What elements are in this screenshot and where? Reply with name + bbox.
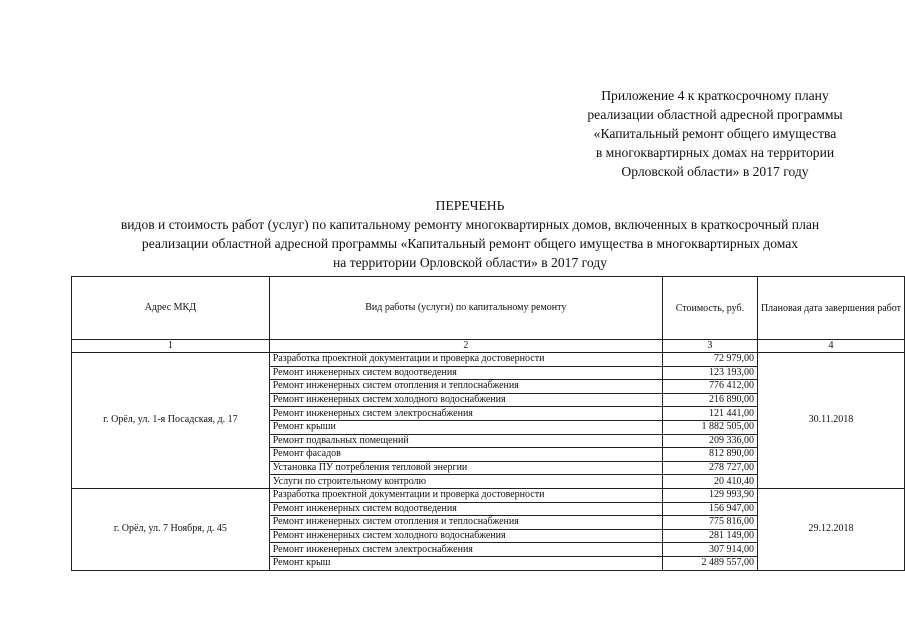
work-cell: Услуги по строительному контролю <box>269 475 662 489</box>
cost-cell: 156 947,00 <box>662 502 757 516</box>
header-date: Плановая дата завершения работ <box>757 277 904 340</box>
appendix-line: «Капитальный ремонт общего имущества <box>593 126 837 141</box>
work-cell: Ремонт фасадов <box>269 448 662 462</box>
work-cell: Ремонт инженерных систем водоотведения <box>269 366 662 380</box>
header-work: Вид работы (услуги) по капитальному ремонту <box>269 277 662 340</box>
heading-line: реализации областной адресной программы «Капитальный ремонт общего имущества в многоквартирных домах <box>141 236 799 251</box>
cost-cell: 1 882 505,00 <box>662 420 757 434</box>
table-header-row <box>72 277 905 340</box>
table-row <box>72 353 905 367</box>
column-number: 2 <box>269 340 662 353</box>
appendix-line: Приложение 4 к краткосрочному плану <box>601 88 829 103</box>
cost-cell: 209 336,00 <box>662 434 757 448</box>
cost-cell: 775 816,00 <box>662 516 757 530</box>
work-cell: Ремонт инженерных систем электроснабжения <box>269 543 662 557</box>
cost-cell: 776 412,00 <box>662 380 757 394</box>
column-number: 4 <box>757 340 904 353</box>
cost-cell: 2 489 557,00 <box>662 556 757 570</box>
table-body <box>72 353 905 571</box>
heading-line: видов и стоимость работ (услуг) по капитальному ремонту многоквартирных домов, включенных в краткосрочный план <box>120 217 820 232</box>
cost-cell: 812 890,00 <box>662 448 757 462</box>
work-cell: Ремонт инженерных систем холодного водоснабжения <box>269 529 662 543</box>
work-cell: Ремонт крыши <box>269 420 662 434</box>
cost-cell: 307 914,00 <box>662 543 757 557</box>
cost-cell: 281 149,00 <box>662 529 757 543</box>
appendix-note <box>545 86 885 181</box>
cost-cell: 72 979,00 <box>662 353 757 367</box>
work-cell: Ремонт инженерных систем водоотведения <box>269 502 662 516</box>
date-cell: 30.11.2018 <box>757 353 904 489</box>
appendix-line: Орловской области» в 2017 году <box>621 164 809 179</box>
date-cell: 29.12.2018 <box>757 488 904 570</box>
document-heading <box>40 196 900 272</box>
work-cell: Ремонт инженерных систем отопления и теплоснабжения <box>269 516 662 530</box>
work-cell: Ремонт инженерных систем холодного водоснабжения <box>269 393 662 407</box>
cost-cell: 216 890,00 <box>662 393 757 407</box>
works-table <box>71 276 905 571</box>
work-cell: Разработка проектной документации и проверка достоверности <box>269 353 662 367</box>
cost-cell: 20 410,40 <box>662 475 757 489</box>
heading-line: на территории Орловской области» в 2017 году <box>332 255 608 270</box>
cost-cell: 121 441,00 <box>662 407 757 421</box>
cost-cell: 123 193,00 <box>662 366 757 380</box>
column-number: 1 <box>72 340 270 353</box>
cost-cell: 278 727,00 <box>662 461 757 475</box>
address-cell: г. Орёл, ул. 1-я Посадская, д. 17 <box>72 353 270 489</box>
work-cell: Разработка проектной документации и проверка достоверности <box>269 488 662 502</box>
document-title: ПЕРЕЧЕНЬ <box>435 198 505 213</box>
appendix-line: реализации областной адресной программы <box>587 107 843 122</box>
cost-cell: 129 993,90 <box>662 488 757 502</box>
work-cell: Ремонт подвальных помещений <box>269 434 662 448</box>
work-cell: Ремонт крыш <box>269 556 662 570</box>
work-cell: Установка ПУ потребления тепловой энергии <box>269 461 662 475</box>
work-cell: Ремонт инженерных систем отопления и теплоснабжения <box>269 380 662 394</box>
header-cost: Стоимость, руб. <box>662 277 757 340</box>
column-number-row <box>72 340 905 353</box>
header-address: Адрес МКД <box>72 277 270 340</box>
address-cell: г. Орёл, ул. 7 Ноября, д. 45 <box>72 488 270 570</box>
work-cell: Ремонт инженерных систем электроснабжения <box>269 407 662 421</box>
table-row <box>72 488 905 502</box>
column-number: 3 <box>662 340 757 353</box>
appendix-line: в многоквартирных домах на территории <box>595 145 835 160</box>
